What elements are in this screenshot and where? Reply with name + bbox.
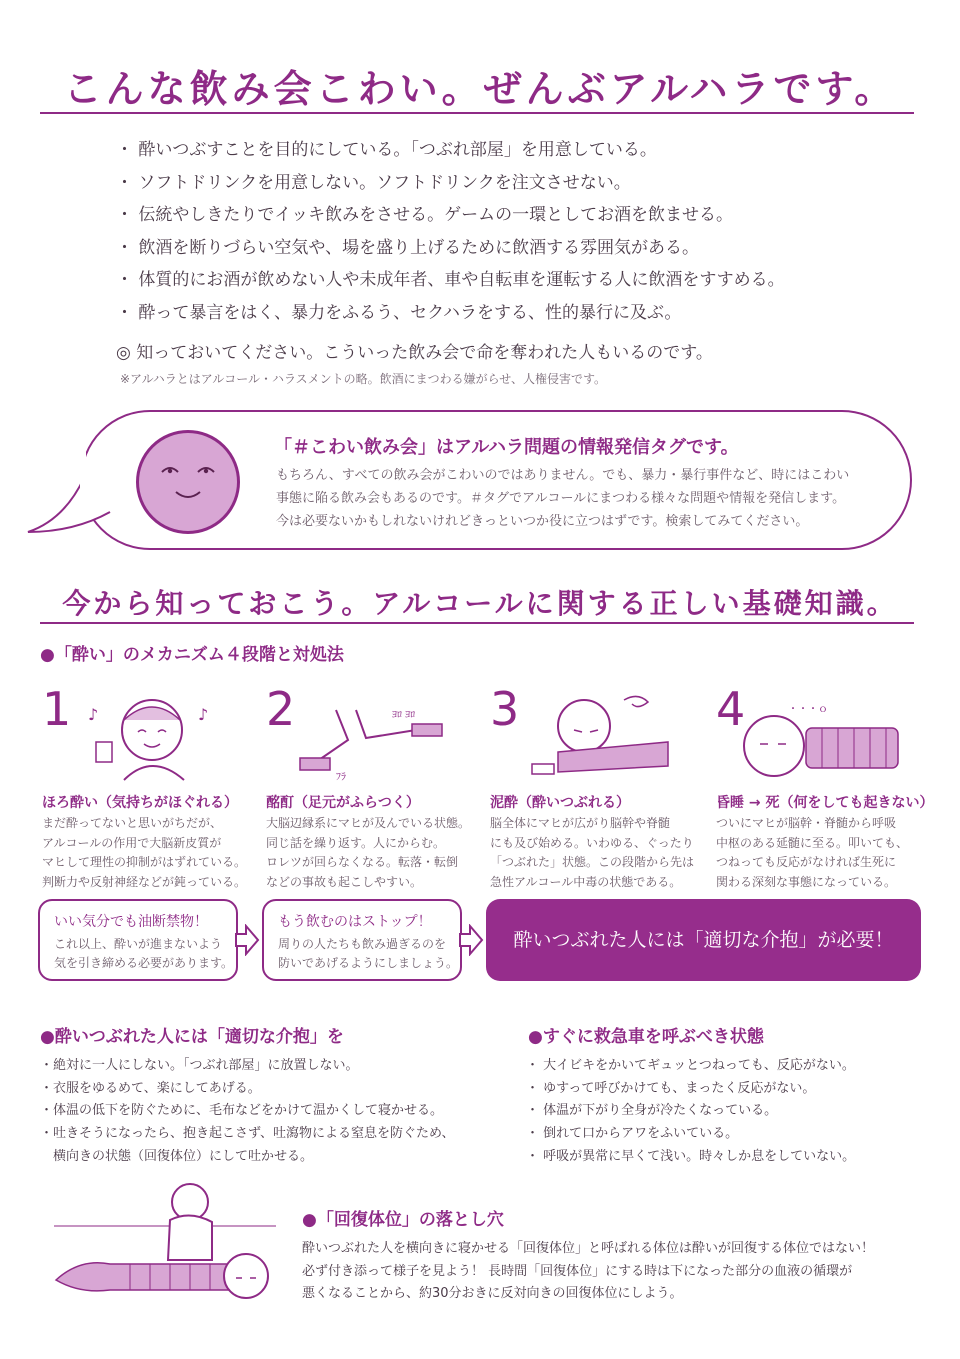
desc-line: 「つぶれた」状態。この段階から先は [490, 855, 695, 869]
bubble-line: 事態に陥る飲み会もあるのです。＃タグでアルコールにまつわる様々な問題や情報を発信します。 [276, 491, 846, 506]
recovery-position-icon [50, 1180, 280, 1320]
desc-line: 同じ話を繰り返す。人にからむ。 [266, 835, 446, 850]
list-item: ・ 大イビキをかいてギュッとつねっても、反応がない。 [526, 1058, 855, 1073]
list-item: ・体温の低下を防ぐために、毛布などをかけて温かくして寝かせる。 [40, 1103, 444, 1119]
stage-title: ほろ酔い（気持ちがほぐれる） [42, 795, 238, 811]
stage-number: 4 [716, 682, 746, 736]
desc-line: ロレツが回らなくなる。転落・転倒 [266, 855, 459, 869]
recovery-line: 必ず付き添って様子を見よう！ 長時間「回復体位」にする時は下になった部分の血液の循環が [302, 1263, 853, 1279]
desc-line: アルコールの作用で大脳新皮質が [42, 835, 222, 850]
recovery-text [302, 1238, 874, 1306]
list-item: ・ ゆすって呼びかけても、まったく反応がない。 [526, 1080, 816, 1096]
emergency-list [526, 1055, 855, 1169]
title-rule [40, 112, 914, 114]
advice-box [262, 899, 462, 981]
recovery-line: 酔いつぶれた人を横向きに寝かせる「回復体位」と呼ばれる体位は酔いが回復する体位ではない！ [302, 1241, 875, 1256]
bubble-line: もちろん、すべての飲み会がこわいのではありません。でも、暴力・暴行事件など、時にはこわい [276, 468, 850, 483]
advice-box [38, 899, 238, 981]
desc-line: ついにマヒが脳幹・脊髄から呼吸 [716, 816, 897, 830]
advice-text [278, 935, 458, 973]
bubble-title: 「＃こわい飲み会」はアルハラ問題の情報発信タグです。 [274, 437, 739, 458]
desc-line: 脳全体にマヒが広がり脳幹や脊髄 [490, 816, 671, 830]
list-item: ・ 体質的にお酒が飲めない人や未成年者、車や自転車を運転する人に飲酒をすすめる。 [116, 270, 785, 291]
emergency-heading: ●すぐに救急車を呼ぶべき状態 [528, 1027, 764, 1047]
section-rule [40, 622, 914, 624]
stage-title: 酩酊（足元がふらつく） [266, 795, 420, 811]
advice-line: 気を引き締める必要があります。 [54, 956, 234, 970]
desc-line: 中枢のある延髄に至る。叩いても、 [716, 835, 909, 850]
bubble-tail-mask [80, 440, 100, 520]
desc-line: まだ酔ってないと思いがちだが、 [42, 816, 223, 830]
list-item: ・ 倒れて口からアワをふいている。 [526, 1126, 739, 1142]
advice-heading: いい気分でも油断禁物！ [54, 914, 208, 930]
list-item: ・ 飲酒を断りづらい空気や、場を盛り上げるために飲酒する雰囲気がある。 [116, 237, 700, 258]
svg-text:♪: ♪ [198, 705, 209, 724]
list-item: ・ 呼吸が異常に早くて浅い。時々しか息をしていない。 [526, 1148, 856, 1164]
stage-description [42, 814, 252, 892]
desc-line: 大脳辺縁系にマヒが及んでいる状態。 [266, 816, 471, 830]
bubble-text [276, 464, 849, 533]
list-item: ・絶対に一人にしない。「つぶれ部屋」に放置しない。 [40, 1058, 359, 1073]
desc-line: 判断力や反射神経などが鈍っている。 [42, 874, 247, 889]
arrow-right-icon [234, 924, 260, 956]
advice-line: これ以上、酔いが進まないよう [54, 937, 223, 951]
desc-line: などの事故も起こしやすい。 [266, 874, 423, 889]
desc-line: マヒして理性の抑制がはずれている。 [42, 855, 247, 869]
list-item: ・吐きそうになったら、抱き起こさず、吐瀉物による窒息を防ぐため、 [40, 1126, 455, 1142]
list-item: ・ ソフトドリンクを用意しない。ソフトドリンクを注文させない。 [116, 172, 631, 193]
advice-line: 周りの人たちも飲み過ぎるのを [278, 937, 447, 951]
bubble-line: 今は必要ないかもしれないけれどきっといつか役に立つはずです。検索してみてください。 [276, 514, 809, 529]
care-callout: 酔いつぶれた人には「適切な介抱」が必要！ [486, 899, 921, 981]
desc-line: 関わる深刻な事態になっている。 [716, 874, 897, 889]
recovery-heading: ●「回復体位」の落とし穴 [302, 1210, 504, 1230]
stage-description [490, 814, 700, 892]
list-item: ・ 酔って暴言をはく、暴力をふるう、セクハラをする、性的暴行に及ぶ。 [116, 302, 682, 323]
collapsed-person-icon [528, 690, 678, 785]
footnote: ※アルハラとはアルコール・ハラスメントの略。飲酒にまつわる嫌がらせ、人権侵害です。 [120, 372, 606, 386]
list-item: 横向きの状態（回復体位）にして吐かせる。 [40, 1148, 314, 1164]
svg-text:ﾌﾗ: ﾌﾗ [336, 772, 346, 783]
svg-text:♪: ♪ [88, 705, 99, 724]
care-list [40, 1055, 454, 1169]
unconscious-person-icon [738, 700, 908, 785]
stage-number: 1 [42, 682, 72, 736]
care-heading: ●酔いつぶれた人には「適切な介抱」を [40, 1027, 344, 1047]
recovery-line: 悪くなることから、約30分おきに反対向きの回復体位にしよう。 [302, 1286, 683, 1301]
svg-text:ﾖﾛ ﾖﾛ: ﾖﾛ ﾖﾛ [392, 710, 416, 721]
section-title: 今から知っておこう。アルコールに関する正しい基礎知識。 [62, 587, 898, 620]
stage-description [266, 814, 476, 892]
page-title: こんな飲み会こわい。ぜんぶアルハラです。 [63, 67, 897, 111]
face-features-icon [136, 430, 240, 534]
stumbling-legs-icon [296, 700, 456, 785]
stage-description [716, 814, 926, 892]
desc-line: つねっても反応がなければ生死に [716, 855, 897, 869]
desc-line: にも及び始める。いわゆる、ぐったり [490, 835, 694, 850]
alhara-list [116, 134, 785, 330]
notice-text: ◎ 知っておいてください。こういった飲み会で命を奪われた人もいるのです。 [116, 343, 713, 363]
arrow-right-icon [458, 924, 484, 956]
list-item: ・ 酔いつぶすことを目的にしている。「つぶれ部屋」を用意している。 [116, 140, 657, 160]
stage-title: 泥酔（酔いつぶれる） [490, 795, 630, 811]
advice-line: 防いであげるようにしましょう。 [278, 956, 459, 970]
stage-number: 3 [490, 682, 520, 736]
list-item: ・ 伝統やしきたりでイッキ飲みをさせる。ゲームの一環としてお酒を飲ませる。 [116, 205, 734, 226]
desc-line: 急性アルコール中毒の状態である。 [490, 874, 682, 889]
list-item: ・ 体温が下がり全身が冷たくなっている。 [526, 1103, 778, 1119]
list-item: ・衣服をゆるめて、楽にしてあげる。 [40, 1080, 261, 1096]
svg-text:・・・ｏ: ・・・ｏ [788, 704, 828, 715]
stage-number: 2 [266, 682, 296, 736]
stage-title: 昏睡 → 死（何をしても起きない） [716, 795, 934, 811]
mechanism-heading: ●「酔い」のメカニズム４段階と対処法 [40, 645, 344, 665]
tipsy-person-icon [84, 690, 224, 785]
advice-text [54, 935, 233, 973]
advice-heading: もう飲むのはストップ！ [278, 914, 432, 930]
